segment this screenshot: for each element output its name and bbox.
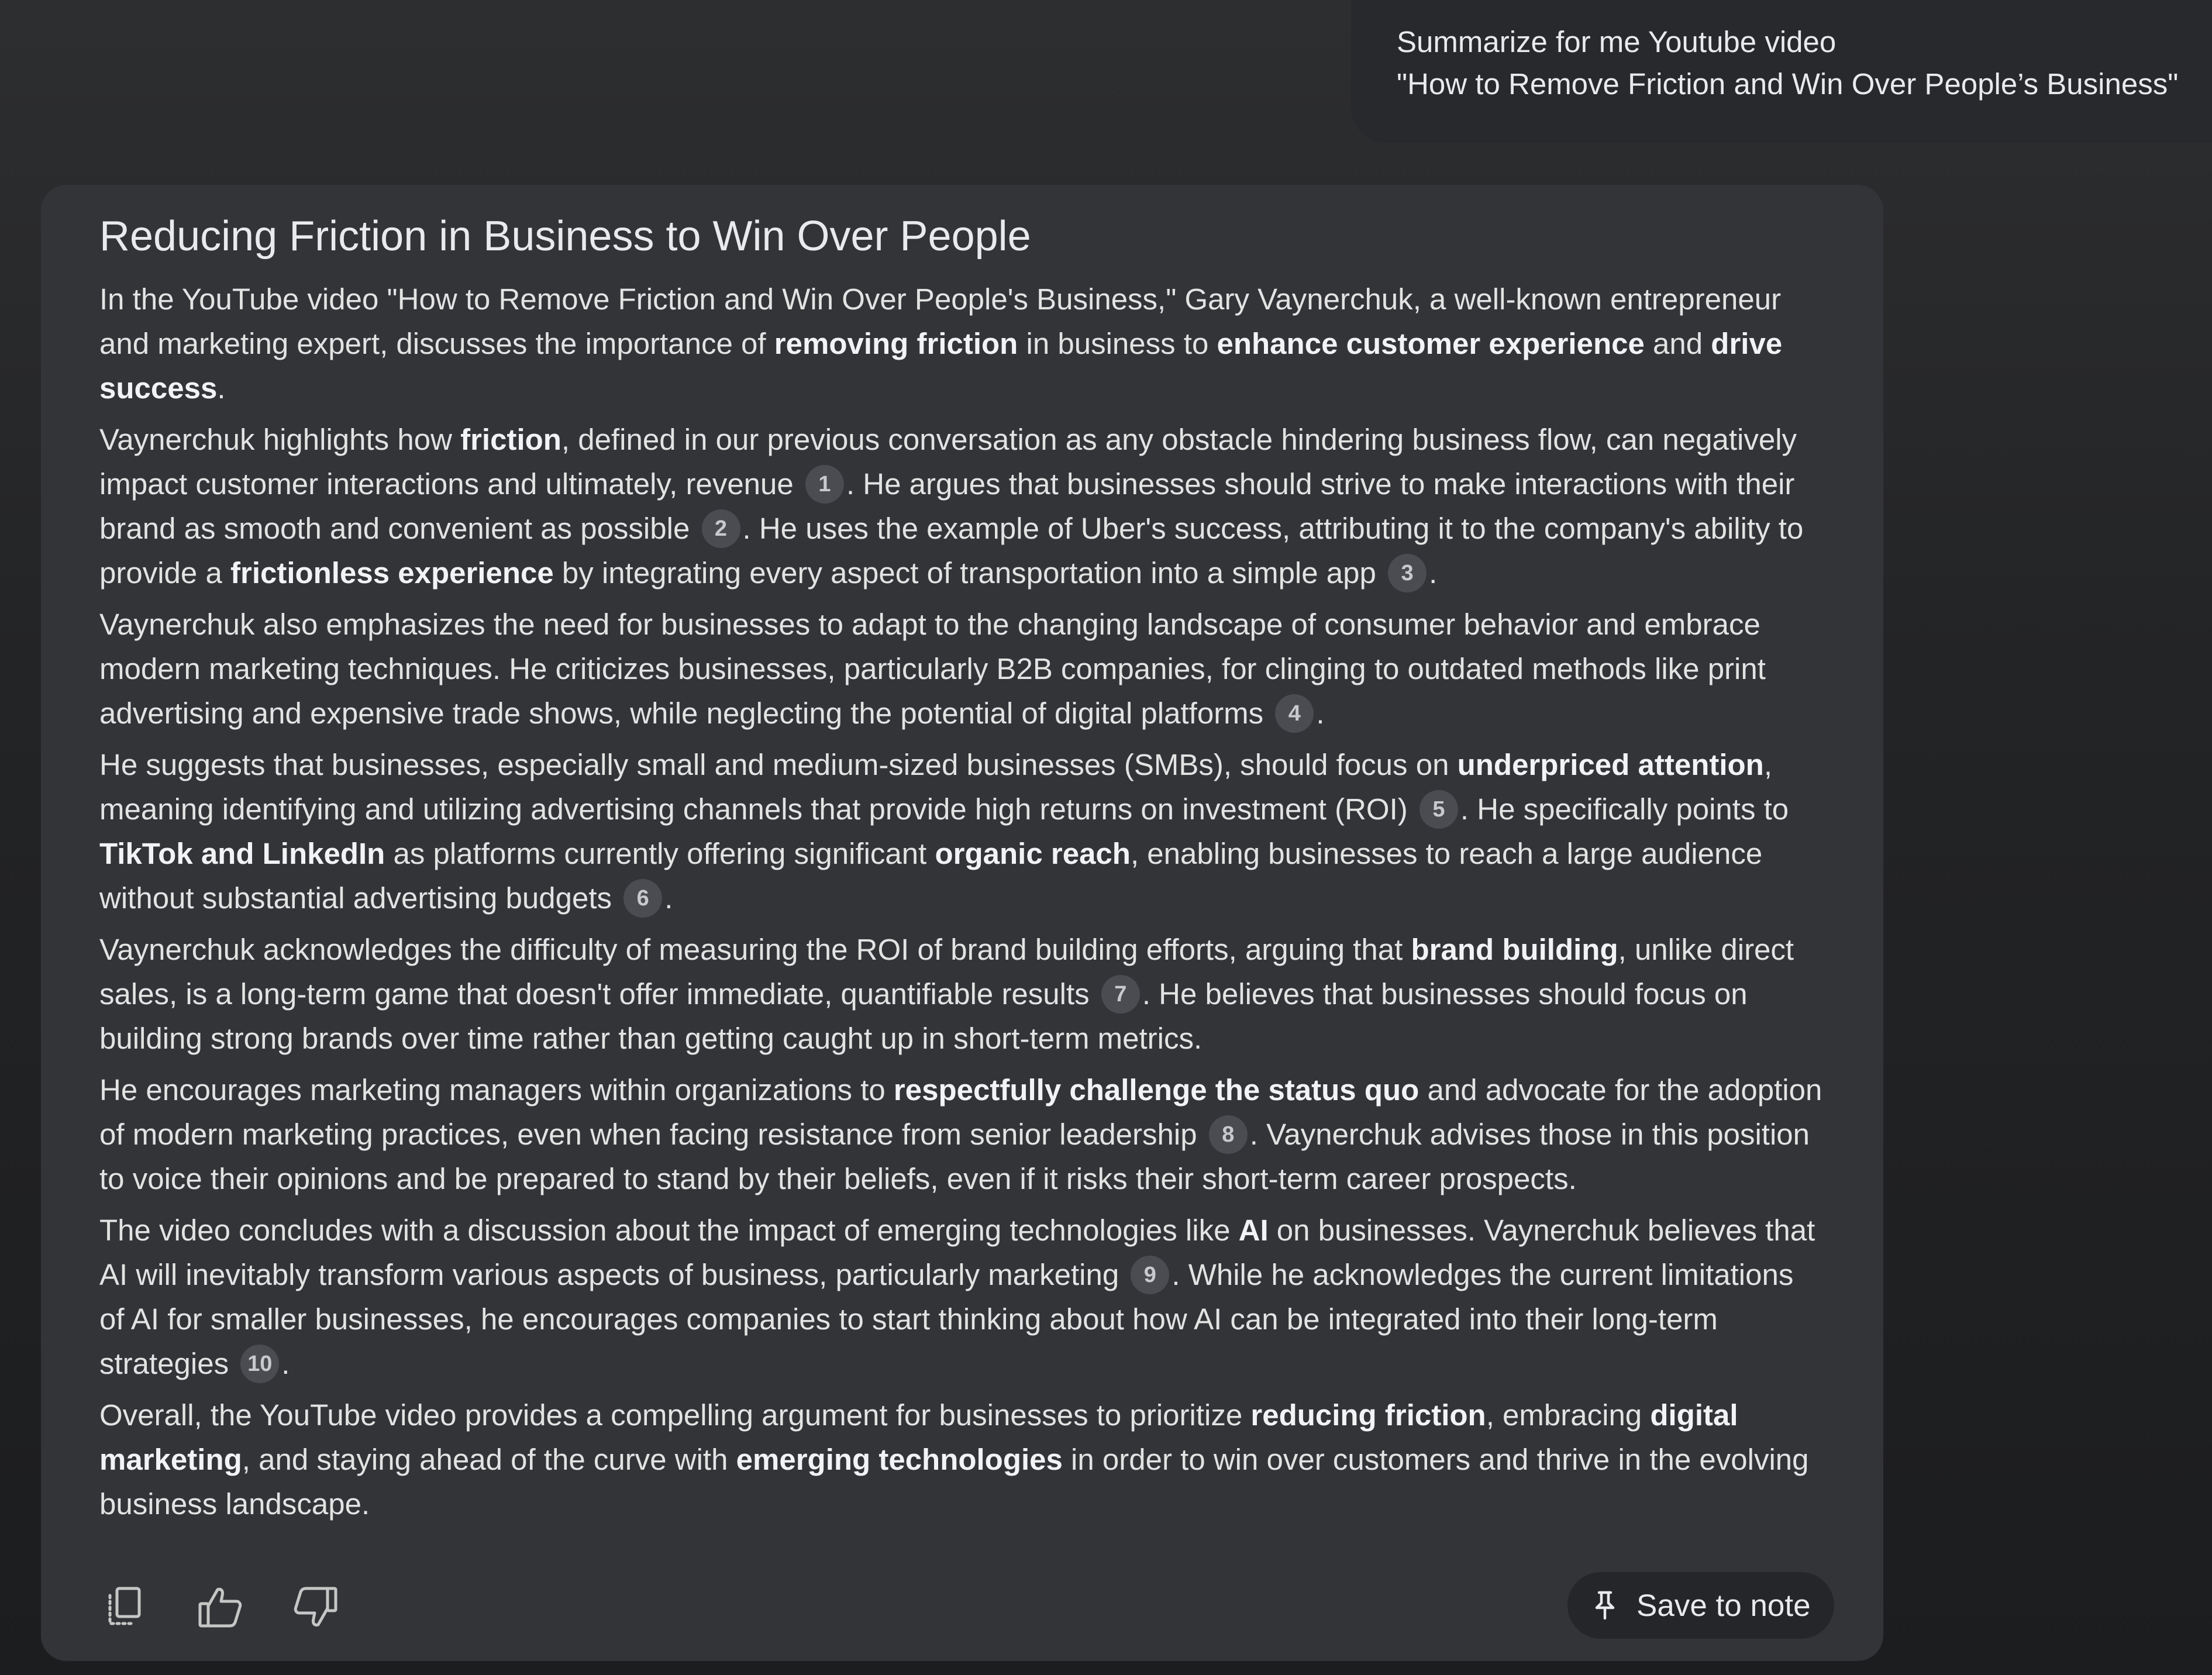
bold-phrase: removing friction [774, 327, 1018, 360]
text-run: . [1429, 556, 1438, 590]
save-to-note-button[interactable] [1567, 1572, 1834, 1639]
text-run: and [1644, 327, 1711, 360]
copy-icon[interactable] [99, 1583, 149, 1632]
citation-chip[interactable]: 8 [1209, 1115, 1248, 1154]
citation-chip[interactable]: 5 [1419, 790, 1458, 829]
text-run: . Vaynerchuk advises those in this position to voice their opinions and be prepared to stand by their beliefs, even if it risks their short-term career prospects. [99, 1118, 1810, 1195]
text-run: and advocate for the adoption of modern marketing practices, even when facing resistance from senior leadership [99, 1073, 1822, 1151]
citation-chip[interactable]: 7 [1101, 975, 1140, 1014]
text-run: . [664, 881, 673, 915]
pin-icon [1589, 1589, 1621, 1622]
user-message-line: "How to Remove Friction and Win Over People’s Business" [1397, 67, 2179, 101]
response-paragraph [99, 602, 1825, 736]
citation-chip[interactable]: 1 [805, 465, 844, 504]
text-run: Vaynerchuk highlights how [99, 423, 461, 456]
bold-phrase: enhance customer experience [1217, 327, 1645, 360]
text-run: , defined in our previous conversation as any obstacle hindering business flow, can negatively impact customer interactions and ultimately, revenue [99, 423, 1797, 501]
text-run: , meaning identifying and utilizing advertising channels that provide high returns on investment (ROI) [99, 748, 1772, 826]
text-run: , and staying ahead of the curve with [242, 1443, 736, 1476]
response-card [41, 185, 1883, 1661]
text-run: on businesses. Vaynerchuk believes that AI will inevitably transform various aspects of business, particularly marketing [99, 1214, 1815, 1291]
response-paragraph [99, 1393, 1825, 1526]
citation-chip[interactable]: 10 [240, 1345, 279, 1383]
text-run: . While he acknowledges the current limitations of AI for smaller businesses, he encourages companies to start thinking about how AI can be integrated into their long-term strategies [99, 1258, 1794, 1380]
response-paragraph [99, 743, 1825, 921]
text-run: Vaynerchuk acknowledges the difficulty of measuring the ROI of brand building efforts, arguing that [99, 933, 1411, 966]
bold-phrase: drive success [99, 327, 1783, 405]
text-run: by integrating every aspect of transportation into a simple app [553, 556, 1385, 590]
response-paragraph [99, 418, 1825, 595]
thumbs-up-icon[interactable] [195, 1583, 244, 1632]
response-paragraph [99, 1068, 1825, 1201]
text-run: Overall, the YouTube video provides a compelling argument for businesses to prioritize [99, 1398, 1251, 1432]
text-run: . He argues that businesses should strive to make interactions with their brand as smooth and convenient as possible [99, 467, 1795, 545]
response-title: Reducing Friction in Business to Win Over People [99, 213, 1031, 260]
bold-phrase: reducing friction [1250, 1398, 1486, 1432]
text-run: , embracing [1486, 1398, 1651, 1432]
response-body [99, 277, 1825, 1526]
bold-phrase: frictionless experience [230, 556, 554, 590]
citation-chip[interactable]: 9 [1131, 1256, 1169, 1294]
text-run: . He believes that businesses should focus on building strong brands over time rather than getting caught up in short-term metrics. [99, 977, 1748, 1055]
text-run: as platforms currently offering significant [385, 837, 935, 870]
bold-phrase: AI [1238, 1214, 1269, 1247]
text-run: in business to [1018, 327, 1217, 360]
response-actions [99, 1572, 1834, 1640]
response-paragraph [99, 1208, 1825, 1386]
response-paragraph [99, 928, 1825, 1061]
bold-phrase: organic reach [935, 837, 1131, 870]
user-message-bubble [1351, 0, 2212, 143]
text-run: . [1316, 697, 1325, 730]
citation-chip[interactable]: 2 [702, 509, 740, 548]
citation-chip[interactable]: 3 [1388, 554, 1427, 592]
response-paragraph [99, 277, 1825, 411]
bold-phrase: emerging technologies [736, 1443, 1063, 1476]
save-to-note-label: Save to note [1636, 1588, 1811, 1623]
text-run: in order to win over customers and thrive in the evolving business landscape. [99, 1443, 1809, 1521]
text-run: He encourages marketing managers within organizations to [99, 1073, 894, 1107]
text-run: , enabling businesses to reach a large audience without substantial advertising budgets [99, 837, 1763, 915]
user-message-line: Summarize for me Youtube video [1397, 25, 1837, 58]
text-run: . He uses the example of Uber's success, attributing it to the company's ability to provide a [99, 512, 1804, 590]
citation-chip[interactable]: 4 [1275, 694, 1314, 733]
text-run: . [281, 1347, 290, 1380]
text-run: . [217, 371, 226, 405]
bold-phrase: friction [460, 423, 561, 456]
text-run: In the YouTube video "How to Remove Friction and Win Over People's Business," Gary Vaynerchuk, a well-known entrepreneur and marketing expert, discusses the importance of [99, 282, 1782, 360]
bold-phrase: respectfully challenge the status quo [893, 1073, 1419, 1107]
text-run: He suggests that businesses, especially small and medium-sized businesses (SMBs), should focus on [99, 748, 1458, 781]
bold-phrase: underpriced attention [1457, 748, 1764, 781]
thumbs-down-icon[interactable] [291, 1583, 340, 1632]
text-run: . He specifically points to [1460, 792, 1789, 826]
text-run: Vaynerchuk also emphasizes the need for businesses to adapt to the changing landscape of consumer behavior and embrace modern marketing techniques. He criticizes businesses, particularly B2B companies, for clinging to outdated methods like print advertising and expensive trade shows, while neglecting the potential of digital platforms [99, 608, 1766, 730]
bold-phrase: digital marketing [99, 1398, 1738, 1476]
citation-chip[interactable]: 6 [623, 879, 662, 918]
bold-phrase: TikTok and LinkedIn [99, 837, 385, 870]
text-run: , unlike direct sales, is a long-term game that doesn't offer immediate, quantifiable results [99, 933, 1794, 1011]
text-run: The video concludes with a discussion about the impact of emerging technologies like [99, 1214, 1239, 1247]
bold-phrase: brand building [1411, 933, 1618, 966]
